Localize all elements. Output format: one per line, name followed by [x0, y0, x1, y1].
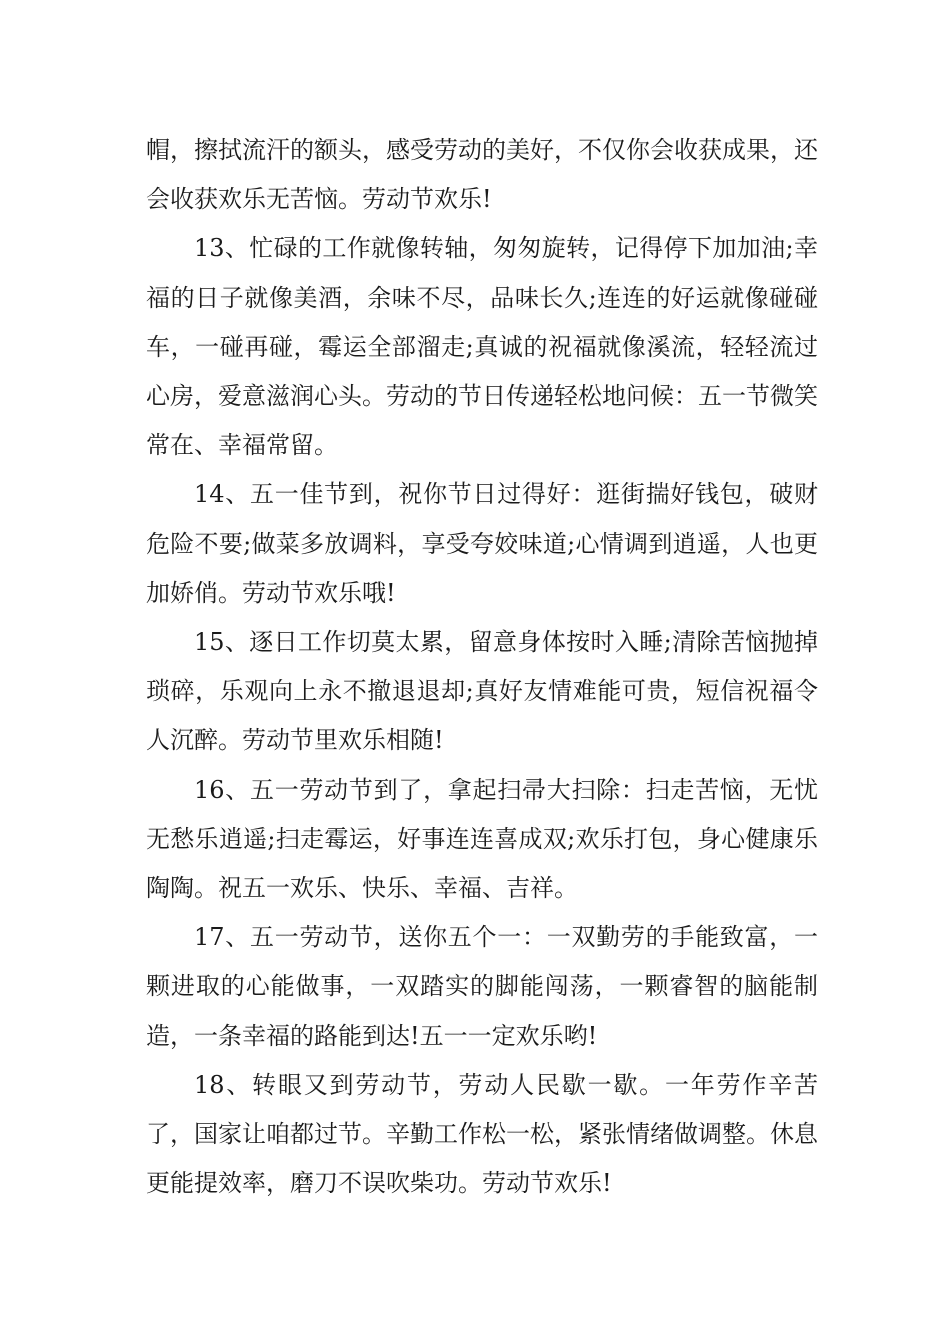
paragraph-16: 16、五一劳动节到了，拿起扫帚大扫除：扫走苦恼，无忧无愁乐逍遥;扫走霉运，好事连连喜成双;欢乐打包，身心健康乐陶陶。祝五一欢乐、快乐、幸福、吉祥。: [146, 775, 818, 903]
paragraph-13: 13、忙碌的工作就像转轴，匆匆旋转，记得停下加加油;幸福的日子就像美酒，余味不尽，品味长久;连连的好运就像碰碰车，一碰再碰，霉运全部溜走;真诚的祝福就像溪流，轻轻流过心房，爱意滋润心头。劳动的节日传递轻松地问候：五一节微笑常在、幸福常留。: [146, 234, 818, 460]
paragraph-14: 14、五一佳节到，祝你节日过得好：逛街揣好钱包，破财危险不要;做菜多放调料，享受夸姣味道;心情调到逍遥，人也更加娇俏。劳动节欢乐哦!: [146, 480, 818, 607]
paragraph-17: 17、五一劳动节，送你五个一：一双勤劳的手能致富，一颗进取的心能做事，一双踏实的脚能闯荡，一颗睿智的脑能制造，一条幸福的路能到达!五一一定欢乐哟!: [146, 923, 818, 1050]
paragraph-12-continuation: 帽，擦拭流汗的额头，感受劳动的美好，不仅你会收获成果，还会收获欢乐无苦恼。劳动节欢乐!: [146, 136, 818, 214]
paragraph-15: 15、逐日工作切莫太累，留意身体按时入睡;清除苦恼抛掉琐碎，乐观向上永不撤退退却;真好友情难能可贵，短信祝福令人沉醉。劳动节里欢乐相随!: [146, 628, 818, 755]
document-body: [146, 126, 818, 1208]
paragraph-18: 18、转眼又到劳动节，劳动人民歇一歇。一年劳作辛苦了，国家让咱都过节。辛勤工作松一松，紧张情绪做调整。休息更能提效率，磨刀不误吹柴功。劳动节欢乐!: [146, 1070, 818, 1198]
